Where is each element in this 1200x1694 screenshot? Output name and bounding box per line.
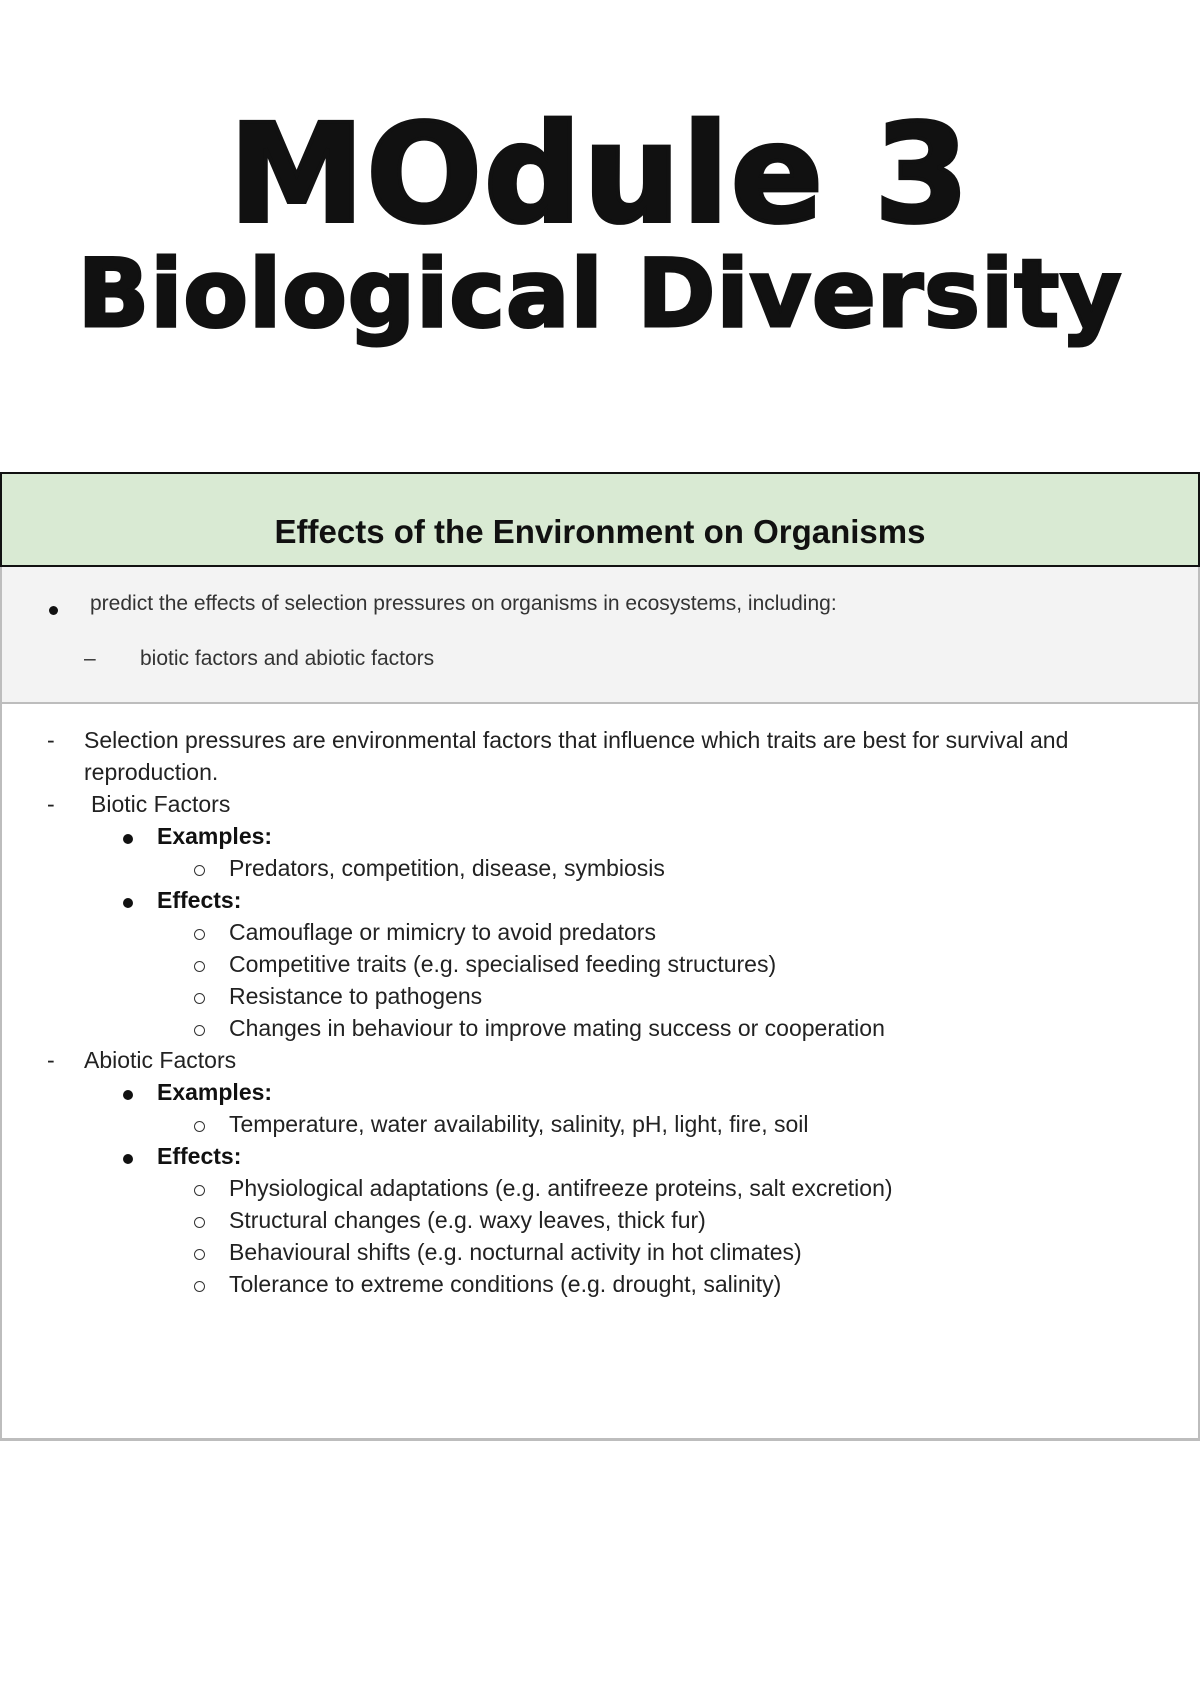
section-heading: Effects of the Environment on Organisms xyxy=(274,513,926,550)
circle-bullet-icon xyxy=(194,1108,205,1140)
circle-bullet-icon xyxy=(194,948,205,980)
dash-marker: - xyxy=(47,727,55,753)
circle-bullet-icon xyxy=(194,980,205,1012)
intro-text-line: reproduction. xyxy=(84,759,219,785)
circle-bullet-icon xyxy=(194,916,205,948)
bullet-icon xyxy=(123,820,133,852)
section-header xyxy=(0,472,1200,567)
dash-marker: – xyxy=(84,647,96,670)
outcomes-cell xyxy=(0,567,1200,704)
list-item: Competitive traits (e.g. specialised feeding structures) xyxy=(229,951,777,977)
list-item: Resistance to pathogens xyxy=(229,983,483,1009)
outcome-text: predict the effects of selection pressures on organisms in ecosystems, including: xyxy=(90,592,837,615)
list-item: Temperature, water availability, salinity, pH, light, fire, soil xyxy=(229,1111,809,1137)
list-item: Camouflage or mimicry to avoid predators xyxy=(229,919,656,945)
bullet-icon xyxy=(123,884,133,916)
circle-bullet-icon xyxy=(194,1204,205,1236)
list-item: Physiological adaptations (e.g. antifreeze proteins, salt excretion) xyxy=(229,1175,893,1201)
list-item: Behavioural shifts (e.g. nocturnal activity in hot climates) xyxy=(229,1239,802,1265)
module-title: MOdule 3 xyxy=(229,96,971,254)
circle-bullet-icon xyxy=(194,852,205,884)
notes-cell xyxy=(0,704,1200,1441)
circle-bullet-icon xyxy=(194,1268,205,1300)
bullet-icon xyxy=(123,1076,133,1108)
module-subtitle: Biological Diversity xyxy=(77,240,1123,349)
dash-marker: - xyxy=(47,791,55,817)
circle-bullet-icon xyxy=(194,1012,205,1044)
intro-text-line: Selection pressures are environmental factors that influence which traits are best for survival and xyxy=(84,727,1069,753)
content-table xyxy=(0,472,1200,1441)
biotic-effects-label: Effects: xyxy=(157,887,242,913)
outcome-subtext: biotic factors and abiotic factors xyxy=(140,647,435,670)
list-item: Predators, competition, disease, symbiosis xyxy=(229,855,665,881)
list-item: Structural changes (e.g. waxy leaves, thick fur) xyxy=(229,1207,706,1233)
abiotic-effects-label: Effects: xyxy=(157,1143,242,1169)
bullet-icon xyxy=(123,1140,133,1172)
biotic-heading: Biotic Factors xyxy=(91,791,231,817)
circle-bullet-icon xyxy=(194,1236,205,1268)
bullet-icon xyxy=(49,593,58,625)
abiotic-heading: Abiotic Factors xyxy=(84,1047,237,1073)
abiotic-examples-label: Examples: xyxy=(157,1079,273,1105)
list-item: Tolerance to extreme conditions (e.g. drought, salinity) xyxy=(229,1271,782,1297)
dash-marker: - xyxy=(47,1047,55,1073)
circle-bullet-icon xyxy=(194,1172,205,1204)
biotic-examples-label: Examples: xyxy=(157,823,273,849)
document-title xyxy=(0,96,1200,350)
list-item: Changes in behaviour to improve mating success or cooperation xyxy=(229,1015,885,1041)
